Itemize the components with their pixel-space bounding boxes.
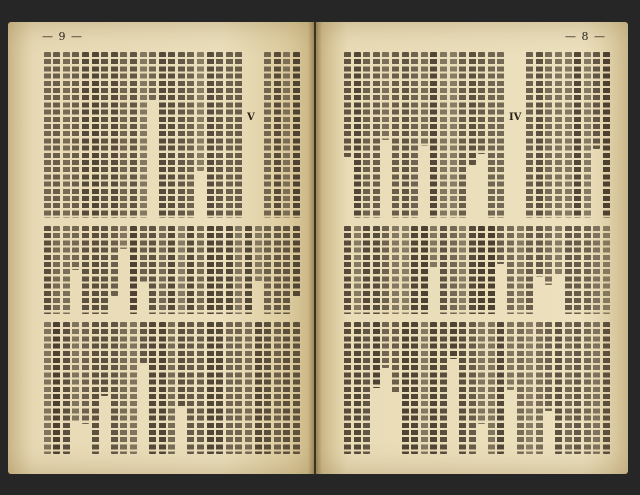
text-line — [565, 52, 572, 218]
text-line — [411, 52, 418, 218]
text-line — [545, 322, 552, 411]
text-line — [411, 226, 418, 314]
text-line — [168, 52, 175, 218]
text-line — [140, 52, 147, 218]
text-line — [363, 322, 370, 454]
text-line — [53, 322, 60, 454]
text-line — [469, 226, 476, 314]
text-line — [354, 52, 361, 218]
text-line — [440, 322, 447, 454]
text-line — [178, 226, 185, 314]
text-line — [450, 322, 457, 359]
text-line — [459, 52, 466, 218]
text-line — [574, 322, 581, 454]
text-line — [140, 226, 147, 282]
text-line — [603, 322, 610, 454]
text-line — [421, 226, 428, 314]
text-line — [565, 322, 572, 454]
text-line — [507, 322, 514, 390]
text-line — [392, 226, 399, 314]
text-line — [207, 226, 214, 314]
text-line — [373, 226, 380, 314]
text-line — [430, 322, 437, 454]
text-line — [130, 322, 137, 454]
text-line — [526, 52, 533, 218]
text-line — [255, 322, 262, 454]
text-line — [168, 226, 175, 314]
text-line — [149, 52, 156, 100]
text-line — [197, 226, 204, 314]
text-line — [216, 52, 223, 218]
text-line — [293, 322, 300, 454]
text-line — [293, 226, 300, 297]
text-line — [363, 52, 370, 218]
text-line — [373, 322, 380, 388]
text-line — [245, 226, 252, 314]
text-line — [459, 226, 466, 314]
text-line — [440, 226, 447, 314]
text-line — [478, 322, 485, 424]
text-line — [92, 52, 99, 218]
text-line — [526, 322, 533, 454]
text-line — [226, 226, 233, 314]
text-line — [382, 52, 389, 140]
text-line — [584, 322, 591, 454]
text-line — [274, 322, 281, 454]
text-line — [488, 52, 495, 218]
text-line — [603, 226, 610, 314]
text-line — [497, 52, 504, 218]
text-line — [536, 226, 543, 277]
text-line — [450, 52, 457, 218]
text-line — [555, 52, 562, 218]
text-line — [159, 52, 166, 218]
text-line — [120, 322, 127, 454]
text-line — [382, 226, 389, 314]
text-line — [536, 322, 543, 454]
text-line — [574, 226, 581, 314]
right-section-heading: IV — [509, 112, 522, 123]
text-line — [421, 322, 428, 454]
text-line — [92, 226, 99, 314]
text-line — [168, 322, 175, 454]
text-line — [82, 322, 89, 424]
text-line — [392, 322, 399, 393]
text-line — [187, 226, 194, 314]
text-line — [283, 322, 290, 454]
text-line — [545, 52, 552, 218]
text-line — [593, 226, 600, 314]
text-line — [402, 322, 409, 454]
text-line — [207, 52, 214, 218]
text-line — [344, 226, 351, 314]
text-line — [226, 322, 233, 454]
text-line — [44, 226, 51, 314]
text-line — [255, 226, 262, 281]
text-line — [373, 52, 380, 218]
text-line — [430, 226, 437, 269]
text-line — [450, 226, 457, 314]
text-line — [584, 226, 591, 314]
text-line — [149, 226, 156, 314]
text-line — [293, 52, 300, 218]
text-line — [565, 226, 572, 314]
text-line — [187, 322, 194, 454]
text-line — [92, 322, 99, 454]
text-line — [197, 52, 204, 171]
text-line — [264, 52, 271, 218]
text-line — [159, 322, 166, 454]
text-line — [354, 322, 361, 454]
text-line — [382, 322, 389, 368]
text-line — [140, 322, 147, 363]
text-line — [82, 52, 89, 218]
text-line — [235, 322, 242, 454]
text-line — [440, 52, 447, 218]
text-line — [402, 52, 409, 218]
right-page-number: — 8 — — [565, 30, 606, 43]
text-line — [545, 226, 552, 285]
text-line — [187, 52, 194, 218]
text-line — [411, 322, 418, 454]
right-middle-text-block — [328, 226, 610, 314]
text-line — [53, 226, 60, 314]
text-line — [344, 52, 351, 157]
left-top-text-block — [30, 52, 300, 218]
text-line — [72, 322, 79, 422]
text-line — [63, 226, 70, 314]
text-line — [130, 52, 137, 218]
text-line — [430, 52, 437, 218]
text-line — [354, 226, 361, 314]
text-line — [603, 52, 610, 218]
text-line — [497, 322, 504, 454]
text-line — [574, 52, 581, 218]
text-line — [283, 52, 290, 218]
text-line — [459, 322, 466, 454]
text-line — [421, 52, 428, 146]
text-line — [101, 226, 108, 314]
text-line — [517, 226, 524, 314]
text-line — [226, 52, 233, 218]
text-line — [274, 52, 281, 218]
text-line — [497, 226, 504, 264]
text-line — [111, 52, 118, 218]
text-line — [469, 52, 476, 165]
text-line — [264, 226, 271, 314]
text-line — [44, 322, 51, 454]
text-line — [526, 226, 533, 314]
text-line — [63, 52, 70, 218]
right-bottom-text-block — [328, 322, 610, 454]
text-line — [593, 52, 600, 149]
text-line — [392, 52, 399, 218]
text-line — [264, 322, 271, 454]
text-line — [235, 226, 242, 314]
text-line — [344, 322, 351, 454]
text-line — [111, 322, 118, 454]
text-line — [159, 226, 166, 314]
text-line — [555, 322, 562, 454]
text-line — [283, 226, 290, 314]
text-line — [478, 52, 485, 154]
text-line — [235, 52, 242, 218]
left-bottom-text-block — [30, 322, 300, 454]
text-line — [245, 322, 252, 454]
text-line — [469, 322, 476, 454]
text-line — [593, 322, 600, 454]
text-line — [101, 322, 108, 396]
text-line — [120, 52, 127, 218]
text-line — [72, 52, 79, 218]
text-line — [555, 226, 562, 274]
text-line — [149, 322, 156, 454]
text-line — [584, 52, 591, 218]
left-section-heading: V — [247, 112, 255, 123]
text-line — [517, 322, 524, 454]
text-line — [274, 226, 281, 314]
text-line — [53, 52, 60, 218]
text-line — [216, 322, 223, 454]
text-line — [178, 322, 185, 408]
text-line — [44, 52, 51, 218]
text-line — [478, 226, 485, 314]
text-line — [207, 322, 214, 454]
text-line — [63, 322, 70, 454]
text-line — [178, 52, 185, 218]
text-line — [536, 52, 543, 218]
text-line — [197, 322, 204, 454]
text-line — [488, 322, 495, 454]
text-line — [82, 226, 89, 314]
right-top-text-block — [328, 52, 610, 218]
text-line — [72, 226, 79, 270]
text-line — [216, 226, 223, 314]
text-line — [488, 226, 495, 314]
text-line — [507, 226, 514, 314]
book-gutter — [308, 22, 322, 474]
text-line — [101, 52, 108, 218]
text-line — [402, 226, 409, 314]
left-middle-text-block — [30, 226, 300, 314]
text-line — [130, 226, 137, 314]
text-line — [111, 226, 118, 296]
left-page-number: — 9 — — [42, 30, 83, 43]
text-line — [120, 226, 127, 249]
text-line — [363, 226, 370, 314]
